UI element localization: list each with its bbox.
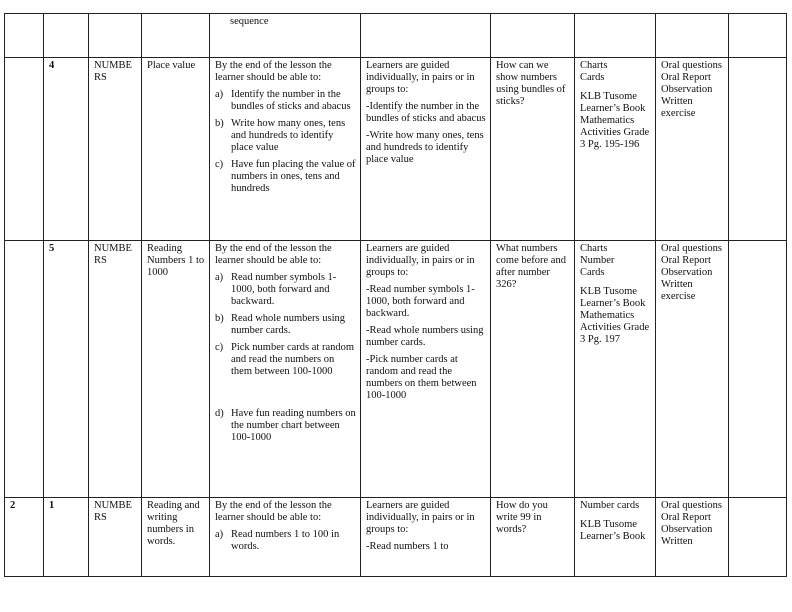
sub-strand: Place value — [147, 60, 196, 71]
learning-outcomes-cell — [210, 498, 361, 577]
assessment-item: Oral Report — [661, 72, 711, 83]
experience-item: Learners are guided individually, in pairs or in groups to: — [366, 243, 475, 278]
strand-cell — [89, 58, 142, 241]
outcome-text: Identify the number in the bundles of sticks and abacus — [231, 89, 351, 112]
week-number-cell — [5, 241, 44, 498]
outcome-item — [215, 159, 356, 195]
outcome-text: sequence — [230, 16, 269, 27]
resource-item: KLB Tusome Learner’s Book Mathematics Activities Grade 3 Pg. 195-196 — [580, 91, 650, 150]
week-number-cell — [5, 14, 44, 58]
assessment-item: Observation — [661, 524, 713, 535]
outcome-text: Read whole numbers using number cards. — [231, 313, 346, 336]
reflection-cell — [729, 241, 787, 498]
strand-cell — [89, 14, 142, 58]
key-inquiry-question-cell — [491, 58, 575, 241]
outcome-marker: a) — [215, 272, 224, 283]
outcome-text: Read numbers 1 to 100 in words. — [231, 529, 340, 552]
key-inquiry-question: How can we show numbers using bundles of sticks? — [496, 60, 566, 107]
key-inquiry-question: How do you write 99 in words? — [496, 500, 548, 535]
assessment-cell — [656, 14, 729, 58]
assessment-item: Oral Report — [661, 255, 711, 266]
outcome-item — [215, 89, 356, 113]
experience-item: -Identify the number in the bundles of sticks and abacus — [366, 101, 486, 124]
outcome-text: Pick number cards at random and read the numbers on them between 100-1000 — [231, 342, 355, 377]
assessment-item: Written — [661, 536, 693, 547]
sub-strand-cell — [142, 14, 210, 58]
experience-item: -Pick number cards at random and read the numbers on them between 100-1000 — [366, 354, 477, 401]
key-inquiry-question-cell — [491, 498, 575, 577]
lesson-number: 1 — [49, 500, 55, 511]
assessment-item: Oral questions — [661, 60, 722, 71]
lesson-number-cell — [44, 14, 89, 58]
resource-item: KLB Tusome Learner’s Book — [580, 519, 646, 542]
key-inquiry-question-cell — [491, 241, 575, 498]
table-row — [5, 58, 787, 241]
outcome-item — [215, 342, 356, 378]
outcome-item — [215, 408, 356, 444]
learning-experiences-cell — [361, 58, 491, 241]
experience-item: -Read numbers 1 to — [366, 541, 449, 552]
resources-cell — [575, 58, 656, 241]
assessment-item: Oral Report — [661, 512, 711, 523]
outcomes-intro: By the end of the lesson the learner should be able to: — [215, 500, 332, 523]
table-row — [5, 498, 787, 577]
lesson-number: 5 — [49, 243, 55, 254]
sub-strand: Reading and writing numbers in words. — [147, 500, 200, 547]
reflection-cell — [729, 498, 787, 577]
outcome-text: Have fun reading numbers on the number chart between 100-1000 — [231, 408, 356, 443]
sub-strand-cell — [142, 58, 210, 241]
resources-cell — [575, 14, 656, 58]
outcome-item — [215, 118, 356, 154]
sub-strand: Reading Numbers 1 to 1000 — [147, 243, 205, 278]
lesson-number-cell — [44, 241, 89, 498]
strand: NUMBE RS — [94, 243, 132, 266]
outcome-text: Have fun placing the value of numbers in ones, tens and hundreds — [231, 159, 356, 194]
week-number-cell — [5, 498, 44, 577]
strand-cell — [89, 241, 142, 498]
reflection-cell — [729, 14, 787, 58]
outcome-text: Write how many ones, tens and hundreds to identify place value — [231, 118, 346, 153]
experience-item: -Write how many ones, tens and hundreds to identify place value — [366, 130, 484, 165]
assessment-item: Oral questions — [661, 243, 722, 254]
learning-experiences-cell — [361, 241, 491, 498]
outcome-marker: a) — [215, 89, 224, 100]
scheme-of-work-table — [4, 13, 787, 577]
resources-cell — [575, 498, 656, 577]
lesson-number-cell — [44, 58, 89, 241]
outcome-marker: b) — [215, 313, 224, 324]
assessment-cell — [656, 498, 729, 577]
sub-strand-cell — [142, 498, 210, 577]
learning-experiences-cell — [361, 498, 491, 577]
table-row — [5, 14, 787, 58]
outcome-item — [215, 313, 356, 337]
learning-experiences-cell — [361, 14, 491, 58]
lesson-number-cell — [44, 498, 89, 577]
outcome-marker: d) — [215, 408, 224, 419]
resources-cell — [575, 241, 656, 498]
learning-outcomes-cell — [210, 58, 361, 241]
resource-item: Charts Cards — [580, 60, 608, 83]
outcome-item — [215, 272, 356, 308]
week-number: 2 — [10, 500, 16, 511]
key-inquiry-question-cell — [491, 14, 575, 58]
outcomes-intro: By the end of the lesson the learner should be able to: — [215, 60, 332, 83]
experience-item: Learners are guided individually, in pairs or in groups to: — [366, 500, 475, 535]
learning-outcomes-cell — [210, 241, 361, 498]
assessment-item: Observation — [661, 267, 713, 278]
strand: NUMBE RS — [94, 500, 132, 523]
outcome-marker: c) — [215, 342, 224, 353]
reflection-cell — [729, 58, 787, 241]
outcome-text: Read number symbols 1-1000, both forward and backward. — [231, 272, 337, 307]
sub-strand-cell — [142, 241, 210, 498]
assessment-item: Written exercise — [661, 279, 696, 302]
assessment-item: Written exercise — [661, 96, 696, 119]
learning-outcomes-cell — [210, 14, 361, 58]
resource-item: Number cards — [580, 500, 640, 511]
resource-item: Charts Number Cards — [580, 243, 615, 278]
table-row — [5, 241, 787, 498]
outcome-marker: b) — [215, 118, 224, 129]
outcomes-intro: By the end of the lesson the learner should be able to: — [215, 243, 332, 266]
key-inquiry-question: What numbers come before and after number 326? — [496, 243, 566, 290]
outcome-marker: a) — [215, 529, 224, 540]
experience-item: Learners are guided individually, in pairs or in groups to: — [366, 60, 475, 95]
lesson-number: 4 — [49, 60, 55, 71]
experience-item: -Read whole numbers using number cards. — [366, 325, 484, 348]
strand: NUMBE RS — [94, 60, 132, 83]
outcome-item — [215, 529, 356, 553]
outcome-marker: c) — [215, 159, 224, 170]
week-number-cell — [5, 58, 44, 241]
assessment-item: Observation — [661, 84, 713, 95]
assessment-cell — [656, 58, 729, 241]
experience-item: -Read number symbols 1-1000, both forward and backward. — [366, 284, 475, 319]
outcome-item — [215, 16, 356, 28]
assessment-item: Oral questions — [661, 500, 722, 511]
resource-item: KLB Tusome Learner’s Book Mathematics Activities Grade 3 Pg. 197 — [580, 286, 650, 345]
assessment-cell — [656, 241, 729, 498]
strand-cell — [89, 498, 142, 577]
